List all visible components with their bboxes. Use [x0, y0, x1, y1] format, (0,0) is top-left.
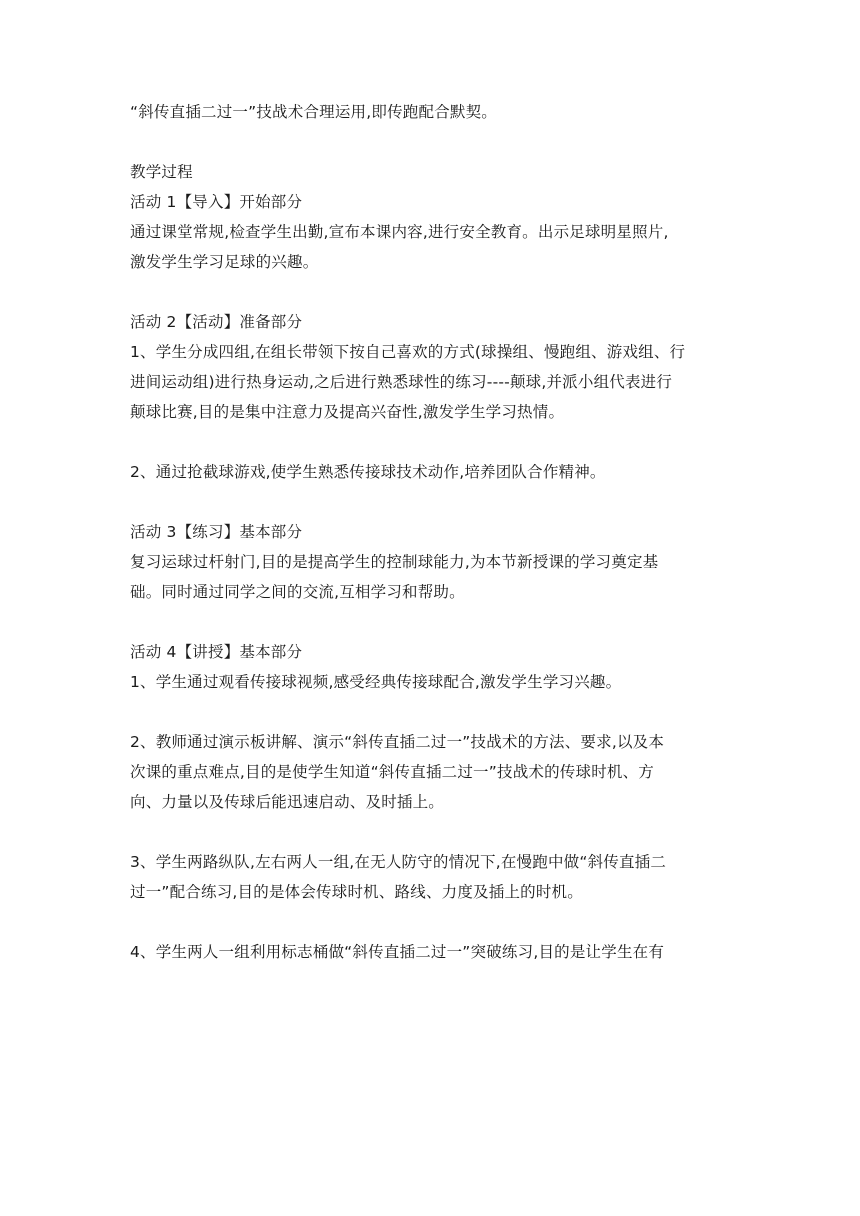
text-line: 进间运动组)进行热身运动,之后进行熟悉球性的练习----颠球,并派小组代表进行 — [130, 373, 673, 391]
text-line: 复习运球过杆射门,目的是提高学生的控制球能力,为本节新授课的学习奠定基 — [130, 553, 659, 571]
activity-heading: 活动 1【导入】开始部分 — [130, 193, 303, 211]
blank-line — [130, 700, 730, 730]
text-line: 1、学生分成四组,在组长带领下按自己喜欢的方式(球操组、慢跑组、游戏组、行 — [130, 343, 686, 361]
text-line: 础。同时通过同学之间的交流,互相学习和帮助。 — [130, 583, 465, 601]
blank-line — [130, 130, 730, 160]
text-line: 2、通过抢截球游戏,使学生熟悉传接球技术动作,培养团队合作精神。 — [130, 463, 606, 481]
blank-line — [130, 820, 730, 850]
blank-line — [130, 280, 730, 310]
activity-heading: 活动 3【练习】基本部分 — [130, 523, 303, 541]
text-line: 激发学生学习足球的兴趣。 — [130, 253, 319, 271]
document-page — [130, 100, 730, 970]
text-line: 向、力量以及传球后能迅速启动、及时插上。 — [130, 793, 445, 811]
text-line: 3、学生两路纵队,左右两人一组,在无人防守的情况下,在慢跑中做“斜传直插二 — [130, 853, 667, 871]
blank-line — [130, 490, 730, 520]
text-line: 1、学生通过观看传接球视频,感受经典传接球配合,激发学生学习兴趣。 — [130, 673, 622, 691]
section-heading: 教学过程 — [130, 163, 193, 181]
text-line: 过一”配合练习,目的是体会传球时机、路线、力度及插上的时机。 — [130, 883, 583, 901]
activity-heading: 活动 4【讲授】基本部分 — [130, 643, 303, 661]
activity-heading: 活动 2【活动】准备部分 — [130, 313, 303, 331]
text-line: 4、学生两人一组利用标志桶做“斜传直插二过一”突破练习,目的是让学生在有 — [130, 943, 665, 961]
blank-line — [130, 910, 730, 940]
text-line: 通过课堂常规,检查学生出勤,宣布本课内容,进行安全教育。出示足球明星照片, — [130, 223, 669, 241]
text-line: 颠球比赛,目的是集中注意力及提高兴奋性,激发学生学习热情。 — [130, 403, 565, 421]
text-line: 2、教师通过演示板讲解、演示“斜传直插二过一”技战术的方法、要求,以及本 — [130, 733, 665, 751]
blank-line — [130, 430, 730, 460]
blank-line — [130, 610, 730, 640]
text-line: 次课的重点难点,目的是使学生知道“斜传直插二过一”技战术的传球时机、方 — [130, 763, 654, 781]
text-line: “斜传直插二过一”技战术合理运用,即传跑配合默契。 — [130, 103, 497, 121]
